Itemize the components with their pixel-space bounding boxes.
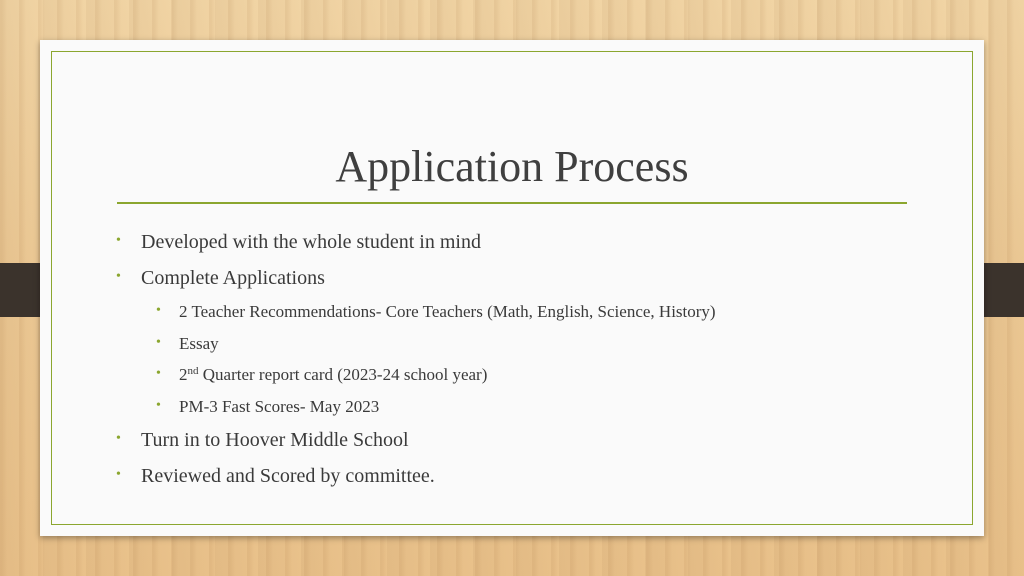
bullet-item: • Complete Applications — [112, 260, 944, 296]
bullet-item: • Developed with the whole student in mind — [112, 224, 944, 260]
bullet-dot-icon: • — [116, 467, 121, 482]
sub-bullet-item: • Essay — [112, 328, 944, 360]
bullet-dot-icon: • — [116, 431, 121, 446]
sub-bullet-item: • 2nd Quarter report card (2023-24 school year) — [112, 359, 944, 391]
bullet-dot-icon: • — [156, 397, 161, 413]
title-divider — [117, 202, 907, 204]
slide-title: Application Process — [335, 142, 689, 192]
bullet-dot-icon: • — [156, 366, 161, 381]
sub-bullet-item: • PM-3 Fast Scores- May 2023 — [112, 391, 944, 423]
bullet-dot-icon: • — [156, 303, 161, 318]
bullet-dot-icon: • — [116, 269, 121, 284]
sub-bullet-item: • 2 Teacher Recommendations- Core Teachers (Math, English, Science, History) — [112, 296, 944, 328]
bullet-list — [112, 224, 944, 494]
bullet-dot-icon: • — [116, 233, 121, 248]
slide-card — [40, 40, 984, 536]
bullet-dot-icon: • — [156, 334, 161, 350]
bullet-item: • Reviewed and Scored by committee. — [112, 458, 944, 494]
bullet-item: • Turn in to Hoover Middle School — [112, 422, 944, 458]
